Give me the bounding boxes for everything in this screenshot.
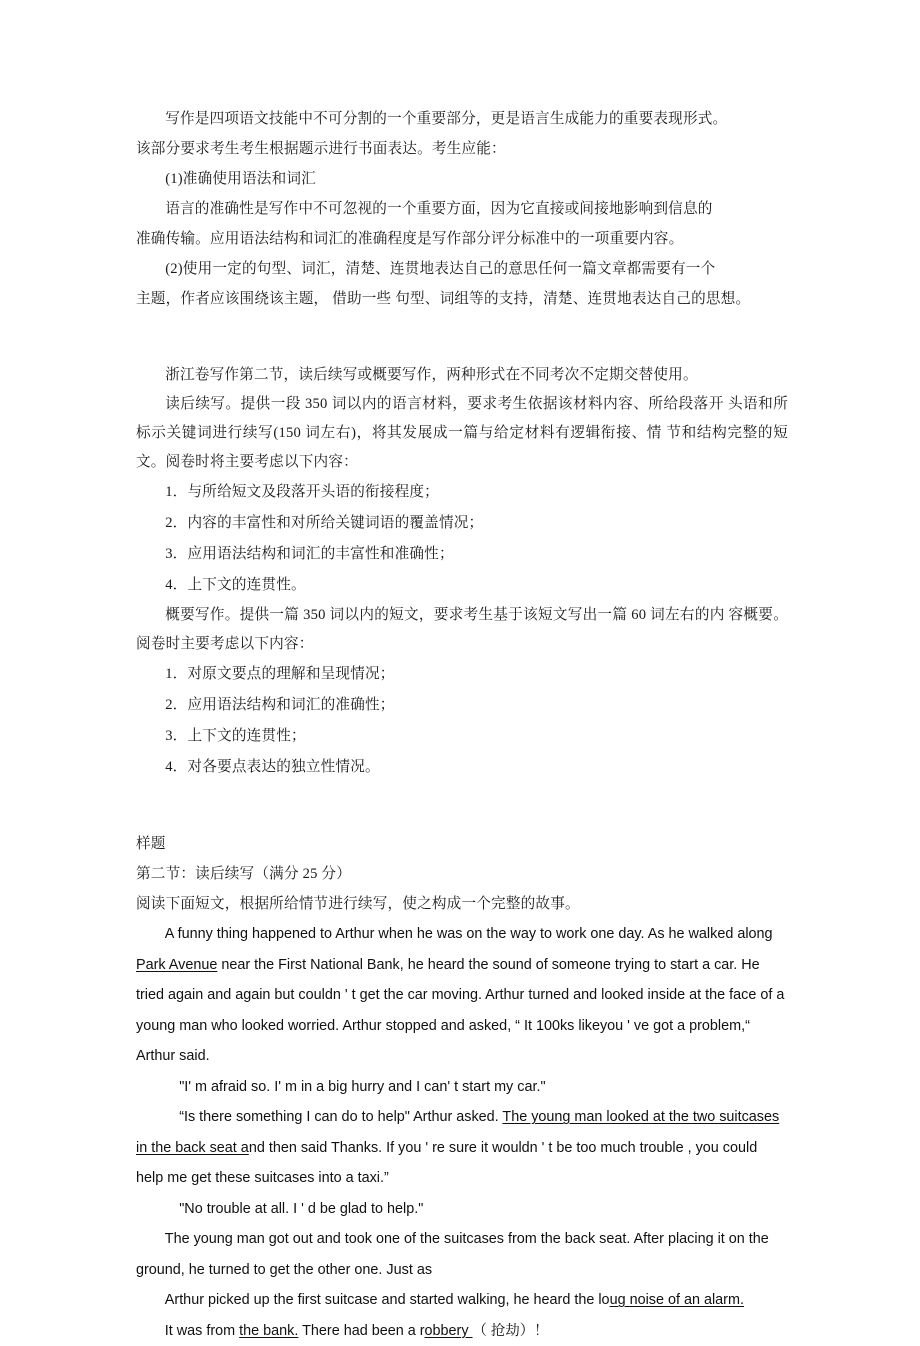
story-p3-text-a: “Is there something I can do to help" Arthur asked. — [179, 1109, 502, 1125]
writing-accuracy-line-1: 语言的准确性是写作中不可忽视的一个重要方面，因为它直接或间接地影响到信息的 — [136, 194, 788, 224]
story-paragraph-3 — [136, 1102, 788, 1194]
summary-writing-description: 概要写作。提供一篇 350 词以内的短文，要求考生基于该短文写出一篇 60 词左右的内 容概要。阅卷时主要考虑以下内容： — [136, 601, 788, 659]
summary-criterion-1: 1．对原文要点的理解和呈现情况； — [136, 659, 788, 690]
story-p6-underlined-alarm: ug noise of an alarm. — [610, 1292, 744, 1308]
story-paragraph-1 — [136, 919, 788, 1072]
story-p7-gloss: （ 抢劫）！ — [473, 1323, 549, 1339]
story-paragraph-5: The young man got out and took one of the suitcases from the back seat. After placing it on the ground, he turned to get the other one. Just as — [136, 1224, 788, 1285]
document-content — [136, 104, 788, 1346]
writing-intro-line-2: 该部分要求考生考生根据题示进行书面表达。考生应能： — [136, 134, 788, 164]
story-p3-underlined-clause: The young man looked at the two suitcases in the back seat a — [136, 1109, 779, 1156]
story-paragraph-4: "No trouble at all. I ' d be glad to help." — [136, 1194, 788, 1225]
sample-subheading: 第二节：读后续写（满分 25 分） — [136, 859, 788, 889]
story-p1-text-a: A funny thing happened to Arthur when he was on the way to work one day. As he walked along — [165, 926, 773, 942]
story-p7-text-b: There had been a r — [298, 1323, 424, 1339]
summary-criterion-4: 4．对各要点表达的独立性情况。 — [136, 752, 788, 783]
story-p3-text-b: nd then said Thanks. If you ' re sure it wouldn ' t be too much trouble , you could help me get these suitcases into a taxi.” — [136, 1140, 757, 1187]
summary-criterion-3: 3．上下文的连贯性； — [136, 721, 788, 752]
story-p6-text-a: Arthur picked up the first suitcase and started walking, he heard the lo — [165, 1292, 610, 1308]
continuation-criterion-1: 1．与所给短文及段落开头语的衔接程度； — [136, 477, 788, 508]
story-paragraph-2: "I' m afraid so. I' m in a big hurry and I can' t start my car." — [136, 1072, 788, 1103]
continuation-criterion-4: 4．上下文的连贯性。 — [136, 570, 788, 601]
section-spacer-1 — [136, 314, 788, 360]
story-p7-underlined-bank: the bank. — [239, 1323, 298, 1339]
writing-accuracy-line-2: 准确传输。应用语法结构和词汇的准确程度是写作部分评分标准中的一项重要内容。 — [136, 224, 788, 254]
zhejiang-intro: 浙江卷写作第二节，读后续写或概要写作，两种形式在不同考次不定期交替使用。 — [136, 360, 788, 390]
story-p7-text-a: It was from — [165, 1323, 239, 1339]
zhejiang-section — [136, 360, 788, 783]
writing-theme-line: 主题，作者应该围绕该主题， 借助一些 句型、词组等的支持，清楚、连贯地表达自己的思想。 — [136, 284, 788, 314]
story-p1-underlined-place: Park Avenue — [136, 957, 217, 973]
story-p1-text-b: near the First National Bank, he heard the sound of someone trying to start a car. He tried again and again but couldn ' t get the car moving. Arthur turned and looked inside at the face of a young man who looked worried. Arthur stopped and asked, “ It 100ks likeyou ' ve got a problem,“ Arthur said. — [136, 957, 784, 1065]
continuation-criterion-2: 2．内容的丰富性和对所给关键词语的覆盖情况； — [136, 508, 788, 539]
story-paragraph-6 — [136, 1285, 788, 1316]
summary-criterion-2: 2．应用语法结构和词汇的准确性； — [136, 690, 788, 721]
sample-instruction: 阅读下面短文，根据所给情节进行续写，使之构成一个完整的故事。 — [136, 889, 788, 919]
writing-requirement-2: (2)使用一定的句型、词汇，清楚、连贯地表达自己的意思任何一篇文章都需要有一个 — [136, 254, 788, 284]
sample-heading: 样题 — [136, 829, 788, 859]
writing-intro-line-1: 写作是四项语文技能中不可分割的一个重要部分，更是语言生成能力的重要表现形式。 — [136, 104, 788, 134]
story-paragraph-7 — [136, 1316, 788, 1346]
story-p7-underlined-robbery: obbery — [425, 1323, 473, 1339]
continuation-criterion-3: 3．应用语法结构和词汇的丰富性和准确性； — [136, 539, 788, 570]
section-spacer-2 — [136, 783, 788, 829]
writing-requirement-1: (1)准确使用语法和词汇 — [136, 164, 788, 194]
continuation-writing-description: 读后续写。提供一段 350 词以内的语言材料，要求考生依据该材料内容、所给段落开 头语和所标示关键词进行续写(150 词左右)，将其发展成一篇与给定材料有逻辑衔接、情 节和结构完整的短文。阅卷时将主要考虑以下内容： — [136, 390, 788, 477]
writing-skills-section — [136, 104, 788, 314]
sample-question-section — [136, 829, 788, 1346]
